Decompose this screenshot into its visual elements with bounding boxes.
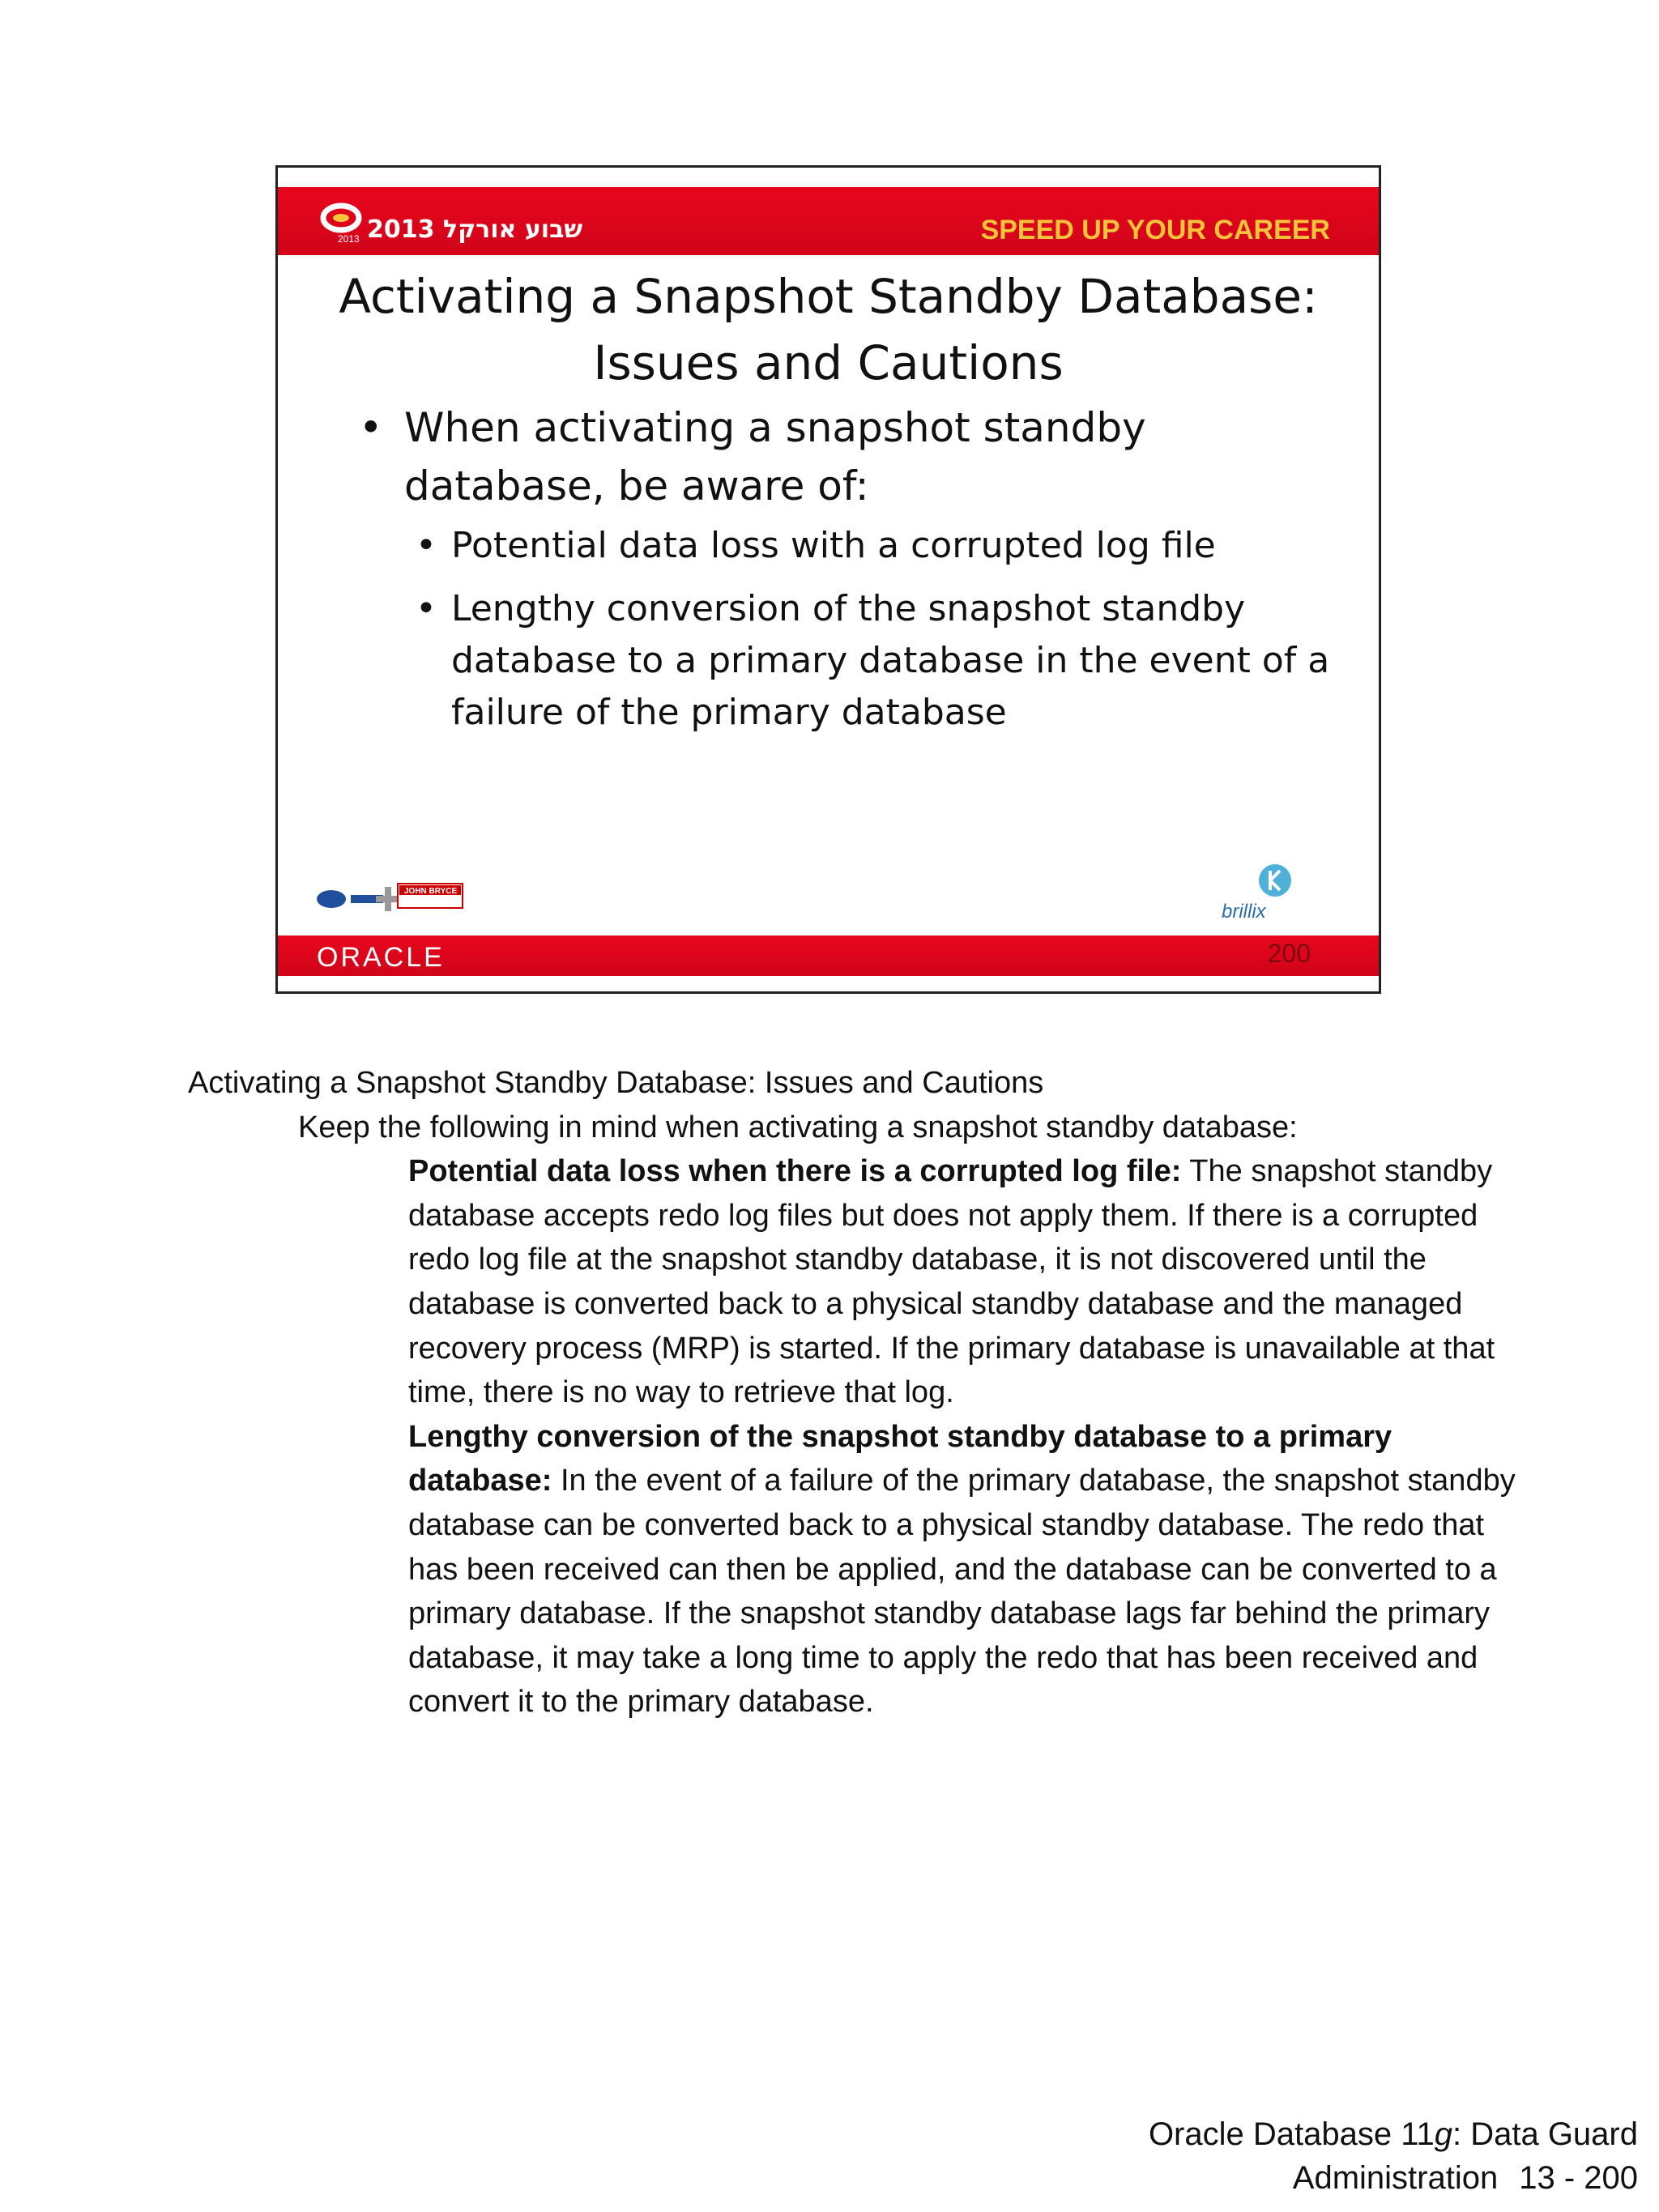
footer-label: Administration <box>1292 2160 1499 2196</box>
brillix-logo <box>1217 864 1306 929</box>
slide-sub-bullet: • Potential data loss with a corrupted log file <box>411 520 1331 572</box>
slide-title-line-1: Activating a Snapshot Standby Database: <box>339 269 1318 324</box>
slide-title <box>278 263 1379 396</box>
notes-point-text: The snapshot standby database accepts redo log files but does not apply them. If there is a corrupted redo log file at the snapshot standby database, it is not discovered until the database is converted back to a physical standby database and the managed recovery process (MRP) is started. If the primary database is unavailable at that time, there is no way to retrieve that log. <box>408 1154 1495 1410</box>
sponsor-logos-left <box>315 880 469 918</box>
brillix-wordmark: brillix <box>1222 901 1266 923</box>
footer-title-italic: g <box>1434 2116 1452 2152</box>
career-tagline: SPEED UP YOUR CAREER <box>980 215 1330 245</box>
john-bryce-logo-text: JOHN BRYCE <box>404 887 458 896</box>
slide-bullet-list <box>359 399 1331 750</box>
notes-point <box>188 1149 1516 1415</box>
notes-point-title: Lengthy conversion of the snapshot standby database to a primary database: <box>408 1419 1392 1498</box>
sponsor-badge-icon <box>317 890 346 908</box>
slide-number: 200 <box>1267 939 1311 968</box>
slide-sub-bullet: • Lengthy conversion of the snapshot standby database to a primary database in the event of a failure of the primary database <box>411 583 1331 739</box>
notes-point-text: In the event of a failure of the primary database, the snapshot standby database can be converted back to a physical standby database. The redo that has been received can then be applied, and the database can be converted to a primary database. If the snapshot standby database lags far behind the primary database, it may take a long time to apply the redo that has been received and convert it to the primary database. <box>408 1464 1516 1720</box>
notes-intro: Keep the following in mind when activating a snapshot standby database: <box>298 1110 1298 1144</box>
footer-page-line <box>1149 2156 1638 2200</box>
footer-title-prefix: Oracle Database 11 <box>1148 2116 1435 2152</box>
oracle-week-hebrew-text: שבוע אורקל 2013 <box>367 215 583 244</box>
brillix-k-icon <box>1259 864 1291 897</box>
oracle-logo: ORACLE <box>317 942 445 973</box>
footer-course-title <box>1149 2112 1638 2156</box>
slide-main-bullet: • When activating a snapshot standby database, be aware of: <box>359 399 1331 515</box>
slide-image <box>275 165 1381 994</box>
notes-point-title: Potential data loss when there is a corrupted log file: <box>408 1154 1182 1189</box>
notes-point <box>188 1415 1516 1724</box>
speaker-notes <box>188 1061 1516 1724</box>
notes-heading: Activating a Snapshot Standby Database: Issues and Cautions <box>188 1066 1044 1100</box>
oracle-week-logo <box>320 200 583 245</box>
footer-title-suffix: : Data Guard <box>1452 2116 1638 2152</box>
oracle-week-year: 2013 <box>338 233 360 245</box>
page-footer <box>1149 2112 1638 2200</box>
oracle-week-logo-icon <box>320 200 583 245</box>
slide-title-line-2: Issues and Cautions <box>593 335 1064 390</box>
page-number: 13 - 200 <box>1519 2160 1638 2196</box>
